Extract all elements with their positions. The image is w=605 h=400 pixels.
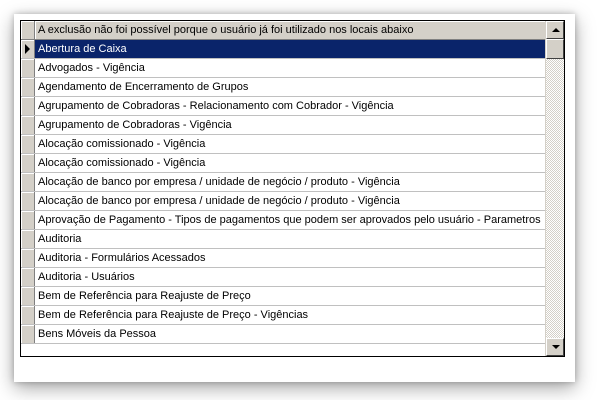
column-header[interactable]: A exclusão não foi possível porque o usuário já foi utilizado nos locais abaixo <box>35 21 545 39</box>
row-indicator[interactable] <box>21 173 35 191</box>
row-indicator[interactable] <box>21 268 35 286</box>
row-indicator[interactable] <box>21 192 35 210</box>
current-row-arrow-icon <box>25 44 30 54</box>
header-corner <box>21 21 35 39</box>
table-row[interactable] <box>21 40 545 59</box>
row-indicator[interactable] <box>21 287 35 305</box>
table-row[interactable] <box>21 135 545 154</box>
table-row[interactable] <box>21 268 545 287</box>
table-row[interactable] <box>21 154 545 173</box>
row-cell[interactable]: Agendamento de Encerramento de Grupos <box>38 81 249 93</box>
row-cell[interactable]: Bem de Referência para Reajuste de Preço - Vigências <box>38 309 309 321</box>
row-indicator[interactable] <box>21 325 35 343</box>
vertical-scrollbar[interactable] <box>545 21 564 356</box>
row-cell[interactable]: Agrupamento de Cobradoras - Relacionamento com Cobrador - Vigência <box>38 100 394 112</box>
row-indicator[interactable] <box>21 97 35 115</box>
table-row[interactable] <box>21 306 545 325</box>
table-row[interactable] <box>21 249 545 268</box>
row-indicator[interactable] <box>21 249 35 267</box>
row-indicator[interactable] <box>21 211 35 229</box>
row-indicator[interactable] <box>21 59 35 77</box>
table-row[interactable] <box>21 78 545 97</box>
arrow-down-icon <box>552 345 560 349</box>
table-row[interactable] <box>21 287 545 306</box>
row-indicator[interactable] <box>21 116 35 134</box>
row-indicator[interactable] <box>21 154 35 172</box>
table-row[interactable] <box>21 59 545 78</box>
row-cell[interactable]: Auditoria - Formulários Acessados <box>38 252 206 264</box>
row-cell[interactable]: Bens Móveis da Pessoa <box>38 328 157 340</box>
row-indicator[interactable] <box>21 78 35 96</box>
row-cell[interactable]: Bem de Referência para Reajuste de Preço <box>38 290 251 302</box>
row-indicator[interactable] <box>21 135 35 153</box>
table-row[interactable] <box>21 97 545 116</box>
grid-header <box>21 21 545 40</box>
scroll-up-button[interactable] <box>546 21 564 39</box>
row-cell[interactable]: Alocação comissionado - Vigência <box>38 157 206 169</box>
row-cell[interactable]: Agrupamento de Cobradoras - Vigência <box>38 119 232 131</box>
row-cell[interactable]: Advogados - Vigência <box>38 62 145 74</box>
table-row[interactable] <box>21 173 545 192</box>
row-cell[interactable]: Aprovação de Pagamento - Tipos de pagamentos que podem ser aprovados pelo usuário - Parametros <box>38 214 541 226</box>
row-cell[interactable]: Auditoria - Usuários <box>38 271 135 283</box>
arrow-up-icon <box>552 28 560 32</box>
row-indicator[interactable] <box>21 230 35 248</box>
row-indicator[interactable] <box>21 306 35 324</box>
scroll-thumb[interactable] <box>546 39 564 59</box>
table-row[interactable] <box>21 325 545 344</box>
table-row[interactable] <box>21 192 545 211</box>
table-row[interactable] <box>21 230 545 249</box>
table-row[interactable] <box>21 211 545 230</box>
row-cell[interactable]: Alocação de banco por empresa / unidade de negócio / produto - Vigência <box>38 195 400 207</box>
grid-rows <box>21 40 545 344</box>
row-cell[interactable]: Abertura de Caixa <box>35 40 545 58</box>
row-indicator[interactable] <box>21 40 35 58</box>
row-cell[interactable]: Auditoria <box>38 233 82 245</box>
row-cell[interactable]: Alocação comissionado - Vigência <box>38 138 206 150</box>
row-cell[interactable]: Alocação de banco por empresa / unidade de negócio / produto - Vigência <box>38 176 400 188</box>
table-row[interactable] <box>21 116 545 135</box>
used-locations-grid <box>20 20 565 357</box>
scroll-down-button[interactable] <box>546 338 564 356</box>
